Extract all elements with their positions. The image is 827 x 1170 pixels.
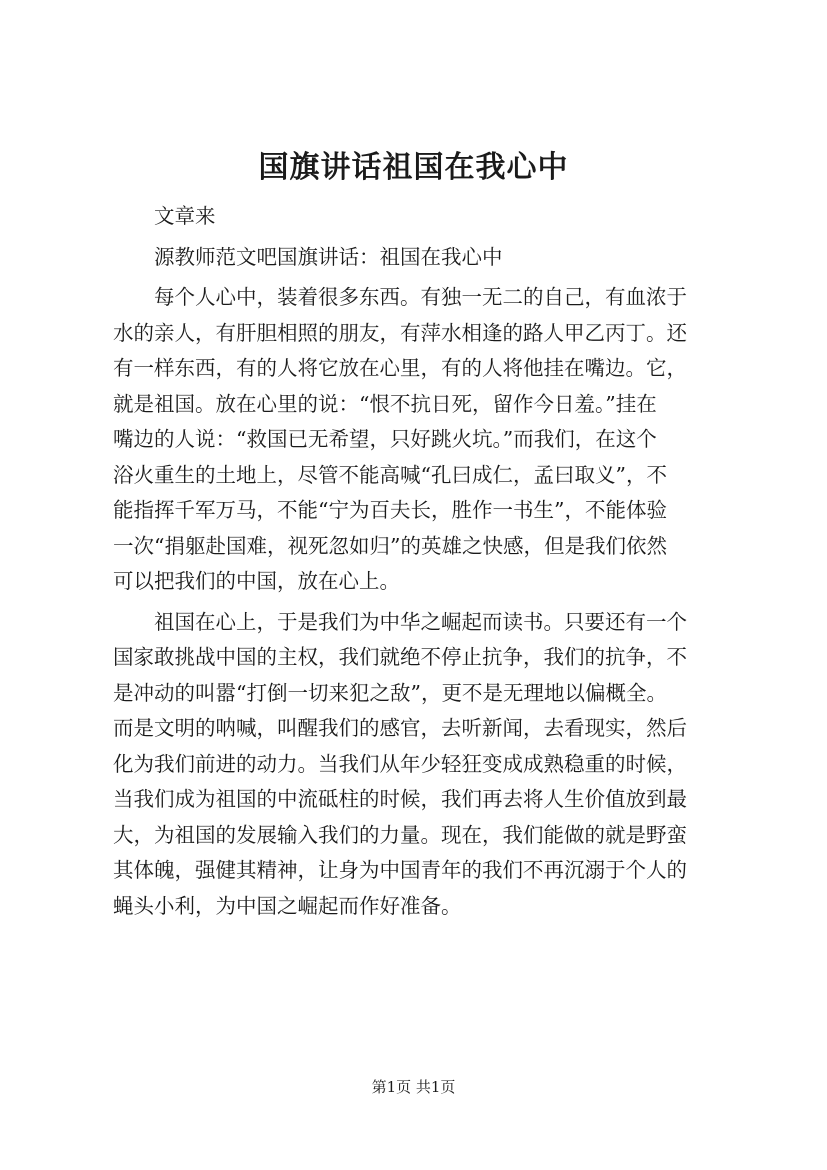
paragraph-line: 化为我们前进的动力。当我们从年少轻狂变成成熟稳重的时候， [113, 751, 687, 776]
paragraph-line: 是冲动的叫嚣“打倒一切来犯之敌”，更不是无理地以偏概全。 [113, 680, 667, 705]
paragraph-line: 浴火重生的土地上，尽管不能高喊“孔曰成仁，孟曰取义”，不 [113, 462, 667, 487]
paragraph-line: 可以把我们的中国，放在心上。 [113, 569, 400, 593]
paragraph-line: 水的亲人，有肝胆相照的朋友，有萍水相逢的路人甲乙丙丁。还 [113, 320, 687, 345]
paragraph-line: 国家敢挑战中国的主权，我们就绝不停止抗争，我们的抗争，不 [113, 645, 687, 669]
paragraph-line: 大，为祖国的发展输入我们的力量。现在，我们能做的就是野蛮 [113, 822, 687, 847]
paragraph-line: 每个人心中，装着很多东西。有独一无二的自己，有血浓于 [154, 285, 687, 309]
document-title: 国旗讲话祖国在我心中 [258, 150, 569, 185]
paragraph-line: 当我们成为祖国的中流砥柱的时候，我们再去将人生价值放到最 [113, 787, 687, 811]
paragraph-line: 其体魄，强健其精神，让身为中国青年的我们不再沉溺于个人的 [113, 858, 687, 882]
paragraph-line: 嘴边的人说：“救国已无希望，只好跳火坑。”而我们，在这个 [113, 427, 657, 451]
intro-line: 源教师范文吧国旗讲话：祖国在我心中 [154, 244, 503, 269]
paragraph-line: 有一样东西，有的人将它放在心里，有的人将他挂在嘴边。它， [113, 356, 687, 380]
paragraph-line: 一次“捐躯赴国难，视死忽如归”的英雄之快感，但是我们依然 [113, 533, 667, 558]
paragraph-1 [113, 280, 725, 600]
paragraph-line: 蝇头小利，为中国之崛起而作好准备。 [113, 893, 462, 918]
document-body [113, 199, 725, 924]
page-footer: 第1页 共1页 [371, 1078, 456, 1096]
paragraph-line: 而是文明的呐喊，叫醒我们的感官，去听新闻，去看现实，然后 [113, 716, 687, 740]
paragraph-2 [113, 605, 725, 925]
paragraph-line: 就是祖国。放在心里的说：“恨不抗日死，留作今日羞。”挂在 [113, 391, 657, 416]
paragraph-line: 能指挥千军万马，不能“宁为百夫长，胜作一书生”，不能体验 [113, 498, 667, 522]
paragraph-line: 祖国在心上，于是我们为中华之崛起而读书。只要还有一个 [154, 609, 687, 634]
intro-line: 文章来 [154, 204, 216, 228]
